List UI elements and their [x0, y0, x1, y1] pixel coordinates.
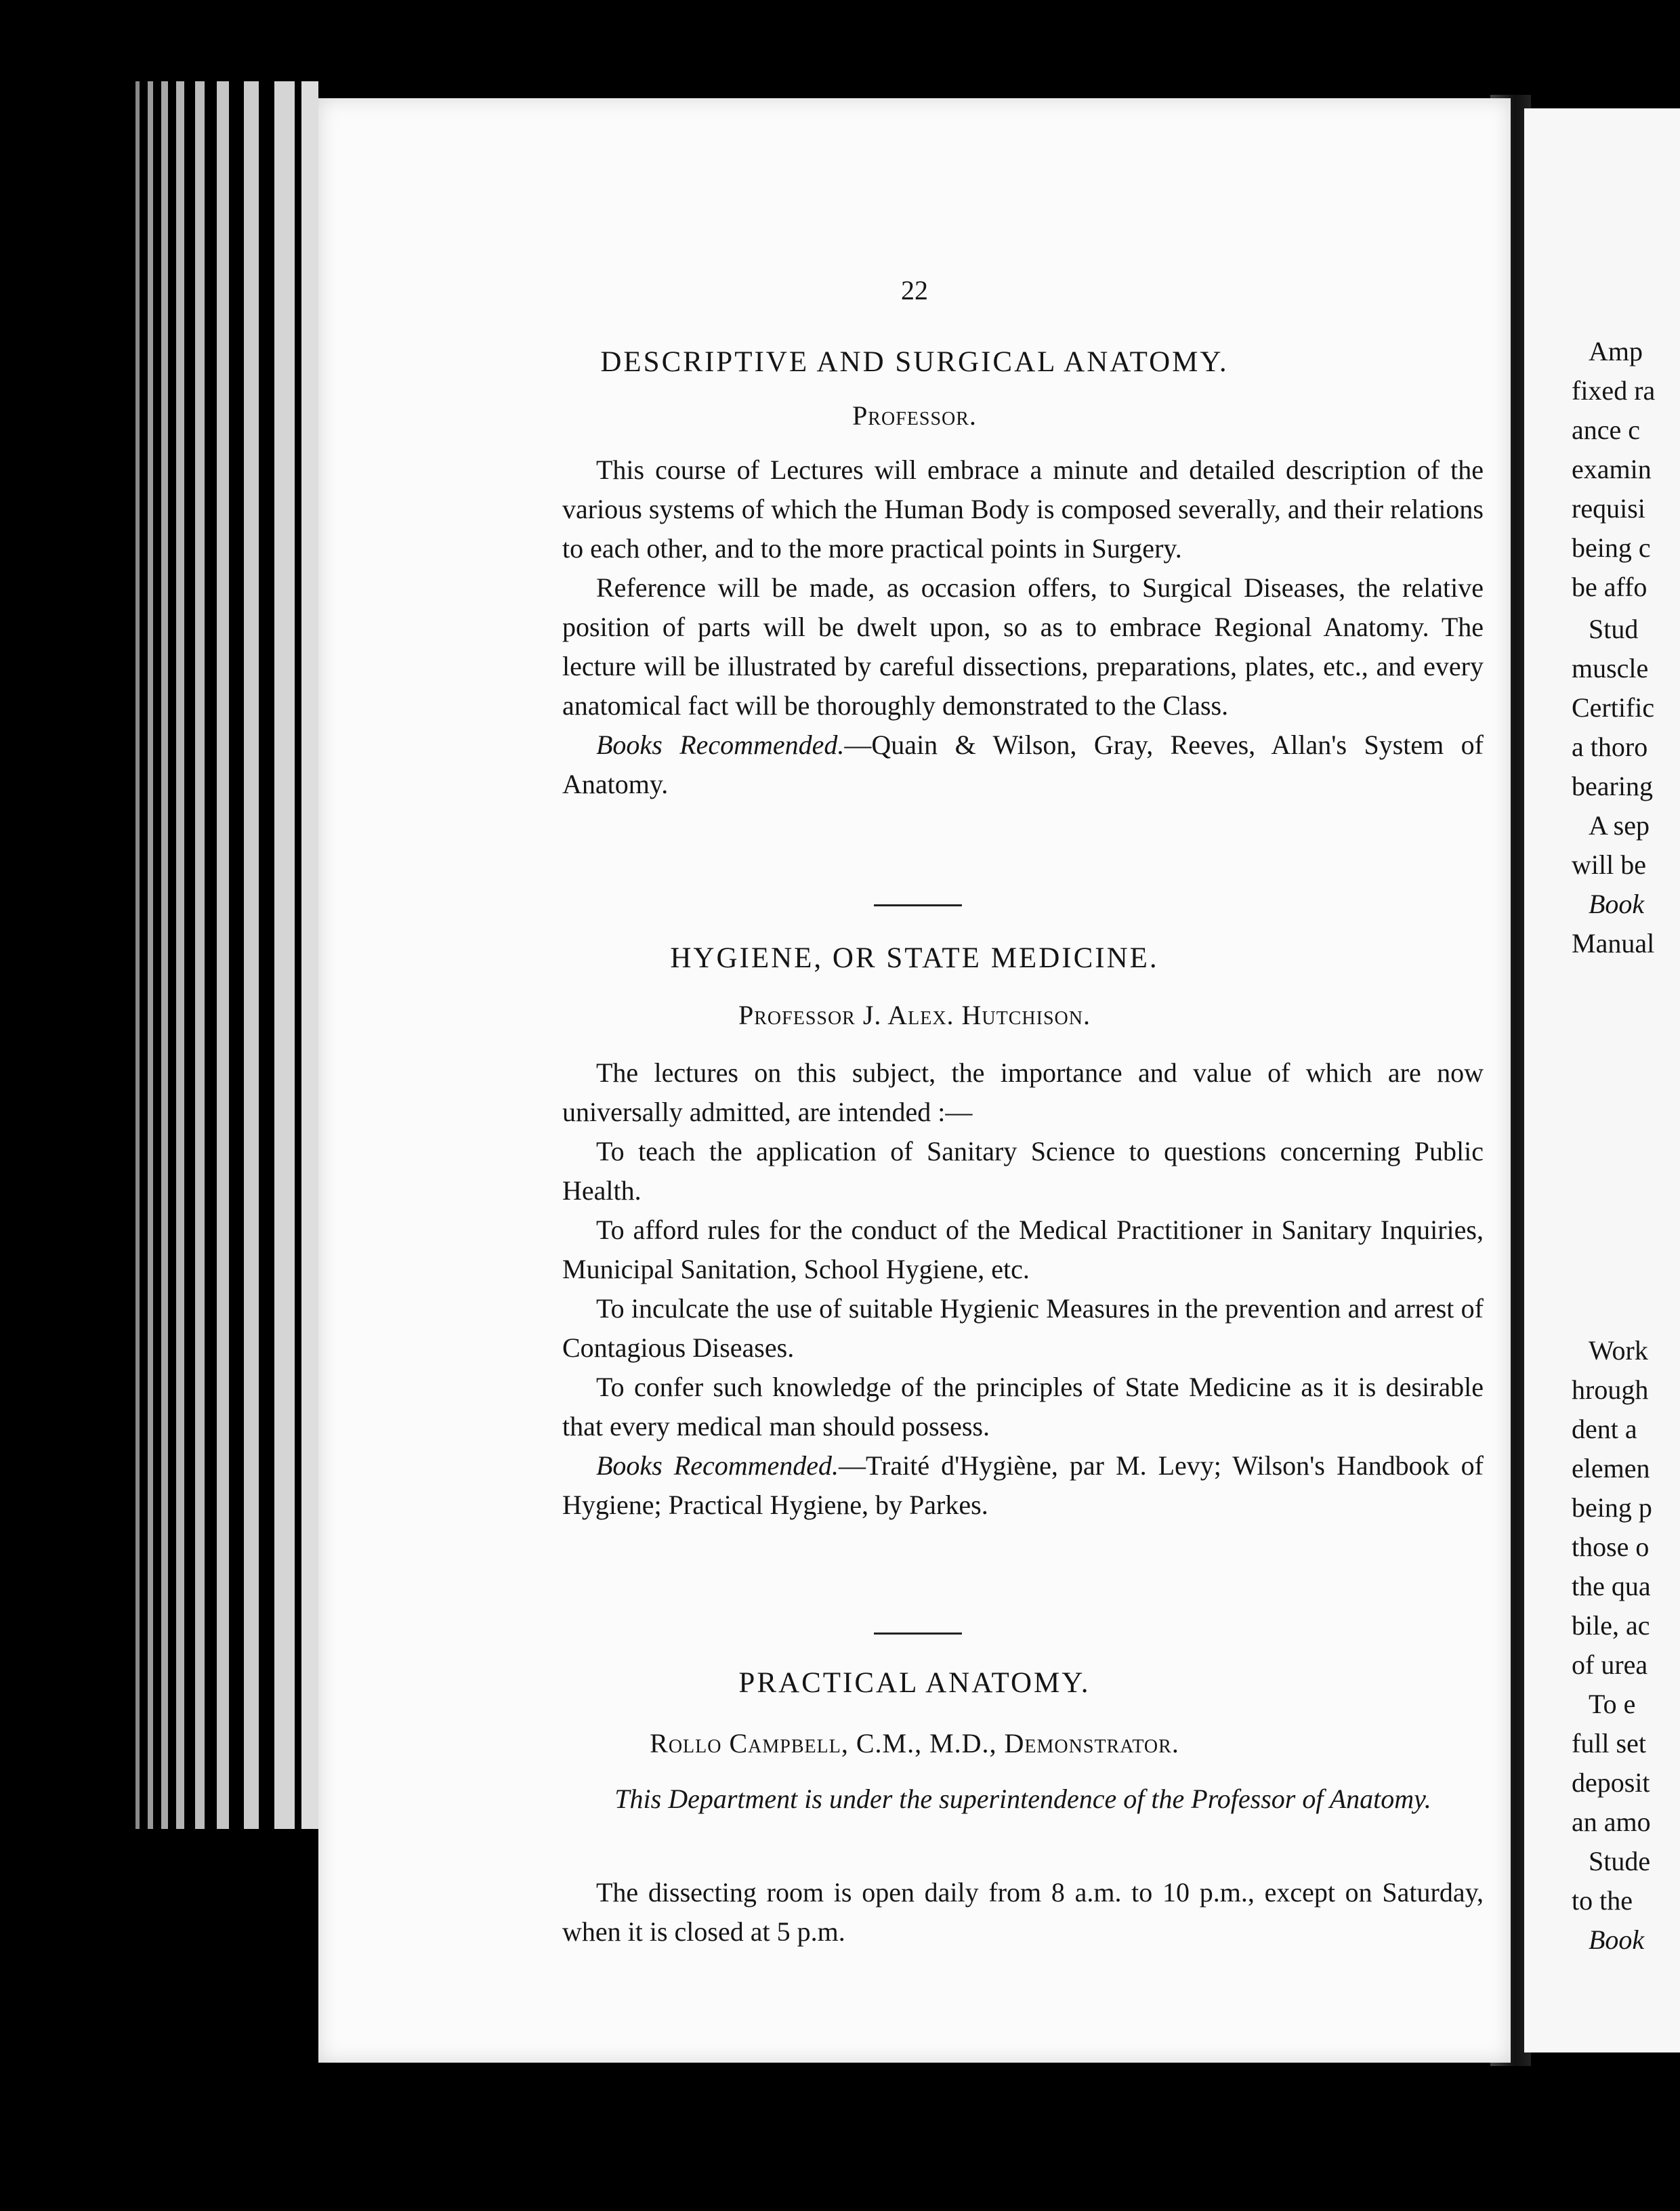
section-byline-anatomy: Professor.	[852, 400, 977, 431]
anatomy-body	[562, 450, 1484, 804]
right-page-fragment: being c	[1572, 532, 1651, 563]
hygiene-body	[562, 1053, 1484, 1525]
hygiene-paragraph-3: To afford rules for the conduct of the Medical Practitioner in Sanitary Inquiries, Municipal Sanitation, School Hygiene, etc.	[562, 1215, 1484, 1284]
hygiene-books	[562, 1446, 1484, 1525]
anatomy-paragraph-2: Reference will be made, as occasion offers, to Surgical Diseases, the relative position of parts will be dwelt upon, so as to embrace Regional Anatomy. The lecture will be illustrated by careful dissections, preparations, plates, etc., and every anatomical fact will be thoroughly demonstrated to the Class.	[562, 572, 1484, 721]
section-byline-practical: Rollo Campbell, C.M., M.D., Demonstrator.	[650, 1728, 1179, 1759]
section-divider	[874, 904, 962, 906]
section-title-practical: PRACTICAL ANATOMY.	[738, 1667, 1091, 1699]
left-page	[318, 98, 1511, 2063]
practical-note: This Department is under the superintendence of the Professor of Anatomy.	[614, 1784, 1431, 1814]
right-page-fragment: dent a	[1572, 1414, 1637, 1444]
right-page-fragment: Certific	[1572, 692, 1655, 723]
books-label: Books Recommended.	[596, 730, 845, 760]
practical-body	[562, 1873, 1484, 1952]
section-title-hygiene: HYGIENE, OR STATE MEDICINE.	[670, 942, 1159, 974]
hygiene-paragraph-2: To teach the application of Sanitary Science to questions concerning Public Health.	[562, 1136, 1484, 1206]
right-page-fragment: hrough	[1572, 1374, 1649, 1405]
right-page-fragment: Stud	[1589, 614, 1639, 644]
right-page-fragment: Book	[1589, 889, 1645, 919]
right-page-fragment: requisi	[1572, 493, 1645, 524]
section-divider	[874, 1633, 962, 1635]
section-title-anatomy: DESCRIPTIVE AND SURGICAL ANATOMY.	[600, 346, 1229, 378]
right-page-fragment: will be	[1572, 849, 1646, 880]
page-edges	[135, 81, 318, 1829]
hygiene-paragraph-1: The lectures on this subject, the importance and value of which are now universally admitted, are intended :—	[562, 1057, 1484, 1127]
right-page-fragment: To e	[1589, 1689, 1636, 1719]
right-page-fragment: A sep	[1589, 810, 1650, 841]
hygiene-paragraph-5: To confer such knowledge of the principles of State Medicine as it is desirable that every medical man should possess.	[562, 1372, 1484, 1441]
page-number: 22	[901, 275, 928, 306]
right-page-fragment: fixed ra	[1572, 375, 1656, 406]
right-page-fragment: muscle	[1572, 653, 1649, 683]
right-page-fragment: ance c	[1572, 415, 1641, 445]
books-text: —Quain & Wilson, Gray, Reeves, Allan's System of Anatomy.	[562, 730, 1484, 799]
right-page-fragment: examin	[1572, 454, 1652, 484]
books-label: Books Recommended.	[596, 1450, 839, 1481]
anatomy-books	[562, 725, 1484, 804]
books-text: —Traité d'Hygiène, par M. Levy; Wilson's Handbook of Hygiene; Practical Hygiene, by Parkes.	[562, 1450, 1484, 1520]
right-page-fragment: be affo	[1572, 572, 1647, 602]
right-page-fragment: Work	[1589, 1335, 1648, 1366]
anatomy-paragraph-1: This course of Lectures will embrace a minute and detailed description of the various systems of which the Human Body is composed severally, and their relations to each other, and to the more practical points in Surgery.	[562, 455, 1484, 564]
right-page-fragment: to the	[1572, 1885, 1633, 1916]
right-page-fragment: an amo	[1572, 1807, 1651, 1837]
right-page-fragment: a thoro	[1572, 732, 1648, 762]
right-page-fragment: those o	[1572, 1532, 1650, 1562]
right-page-fragment: Book	[1589, 1924, 1645, 1955]
right-page-fragment: deposit	[1572, 1767, 1650, 1798]
right-page	[1524, 108, 1680, 2052]
right-page-fragment: elemen	[1572, 1453, 1650, 1483]
right-page-fragment: Amp	[1589, 336, 1643, 366]
right-page-fragment: the qua	[1572, 1571, 1651, 1601]
right-page-fragment: full set	[1572, 1728, 1646, 1759]
right-page-fragment: Stude	[1589, 1846, 1651, 1876]
right-page-fragment: bearing	[1572, 771, 1653, 801]
practical-paragraph: The dissecting room is open daily from 8 a.m. to 10 p.m., except on Saturday, when it is closed at 5 p.m.	[562, 1877, 1484, 1947]
section-byline-hygiene: Professor J. Alex. Hutchison.	[738, 1000, 1091, 1030]
right-page-fragment: Manual	[1572, 928, 1655, 959]
right-page-fragment: of urea	[1572, 1649, 1648, 1680]
hygiene-paragraph-4: To inculcate the use of suitable Hygienic Measures in the prevention and arrest of Contagious Diseases.	[562, 1293, 1484, 1363]
right-page-fragment: being p	[1572, 1492, 1652, 1523]
right-page-fragment: bile, ac	[1572, 1610, 1650, 1641]
